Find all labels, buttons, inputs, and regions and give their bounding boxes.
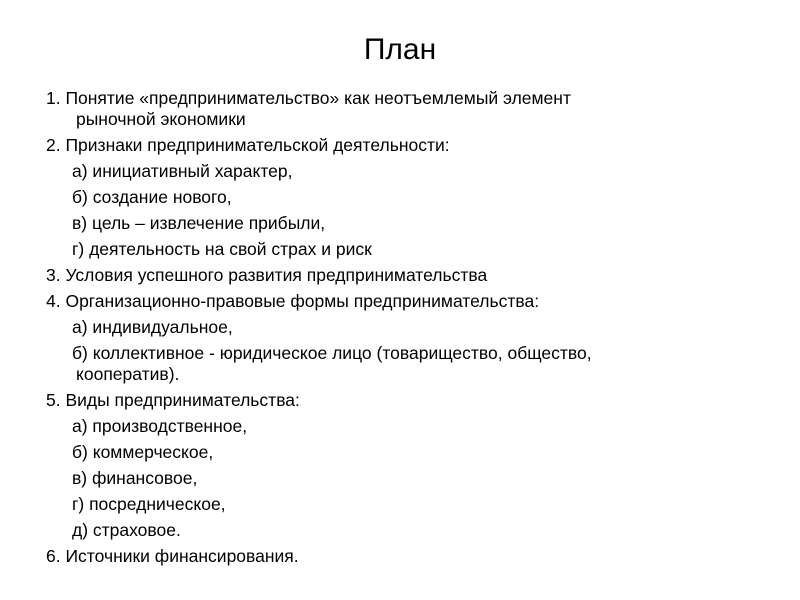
outline-item-5: [46, 390, 746, 411]
outline-item-text: 5. Виды предпринимательства:: [46, 390, 300, 410]
outline-item-text: 3. Условия успешного развития предпринимательства: [46, 265, 488, 285]
outline-item-text: б) создание нового,: [72, 187, 232, 207]
outline-subitem-5b: [46, 442, 746, 463]
outline-subitem-5e: [46, 520, 746, 541]
outline-item-text: в) цель – извлечение прибыли,: [72, 213, 326, 233]
outline-item-text: а) производственное,: [72, 416, 248, 436]
outline-item-text: 1. Понятие «предпринимательство» как неотъемлемый элемент: [46, 88, 571, 108]
outline-item-continuation: рыночной экономики: [76, 109, 246, 129]
outline-subitem-2b: [46, 187, 746, 208]
outline-item-text: 6. Источники финансирования.: [46, 546, 299, 566]
outline-subitem-4a: [46, 317, 746, 338]
outline-item-text: 2. Признаки предпринимательской деятельности:: [46, 135, 450, 155]
outline-item-text: б) коммерческое,: [72, 442, 214, 462]
outline-item-text: г) посредническое,: [72, 494, 226, 514]
outline-item-text: 4. Организационно-правовые формы предпринимательства:: [46, 291, 540, 311]
outline-subitem-2d: [46, 239, 746, 260]
outline-subitem-2c: [46, 213, 746, 234]
outline-item-1: [46, 88, 746, 130]
plan-outline: [46, 88, 746, 572]
outline-item-2: [46, 135, 746, 156]
outline-item-text: б) коллективное - юридическое лицо (товарищество, общество,: [72, 343, 592, 363]
outline-item-text: г) деятельность на свой страх и риск: [72, 239, 372, 259]
outline-item-continuation: кооператив).: [76, 364, 180, 384]
outline-item-3: [46, 265, 746, 286]
outline-item-text: д) страховое.: [72, 520, 181, 540]
slide-title: План: [363, 33, 437, 66]
outline-subitem-4b: [46, 343, 746, 385]
outline-subitem-5a: [46, 416, 746, 437]
outline-subitem-2a: [46, 161, 746, 182]
outline-item-text: а) инициативный характер,: [72, 161, 293, 181]
outline-item-text: в) финансовое,: [72, 468, 198, 488]
outline-subitem-5c: [46, 468, 746, 489]
outline-item-6: [46, 546, 746, 567]
outline-subitem-5d: [46, 494, 746, 515]
outline-item-4: [46, 291, 746, 312]
outline-item-text: а) индивидуальное,: [72, 317, 233, 337]
